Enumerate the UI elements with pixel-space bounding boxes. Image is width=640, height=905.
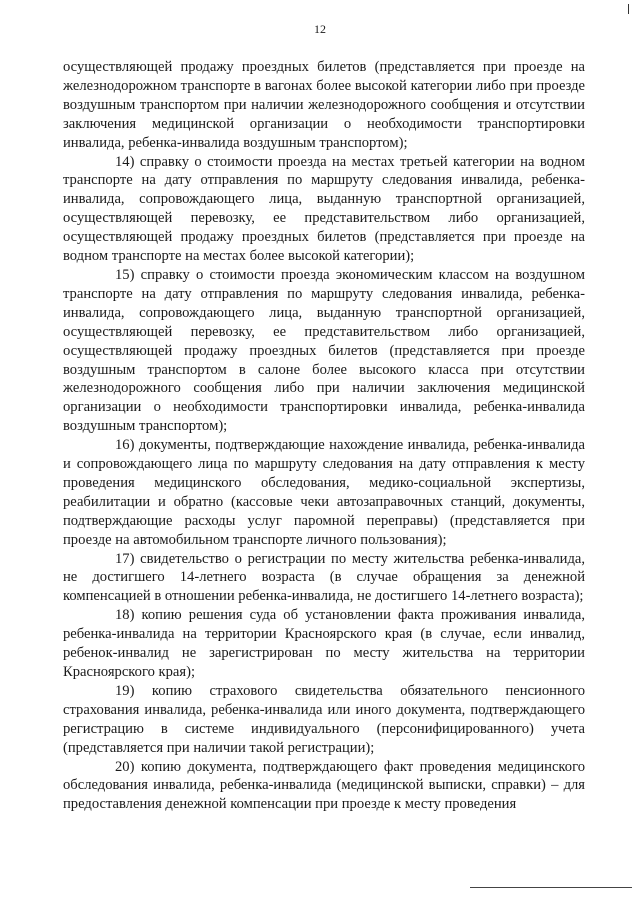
page-number: 12: [314, 22, 326, 36]
paragraph-item-19: 19) копию страхового свидетельства обязательного пенсионного страхования инвалида, ребенка-инвалида или иного документа, подтверждающего регистрацию в системе индивидуального (персонифицированного) учета (представляется при наличии такой регистрации);: [63, 682, 585, 756]
paragraph-item-17: 17) свидетельство о регистрации по месту жительства ребенка-инвалида, не достигшего 14-летнего возраста (в случае обращения за денежной компенсацией в отношении ребенка-инвалида, не достигшего 14-летнего возраста);: [63, 550, 585, 605]
paragraph-item-20: 20) копию документа, подтверждающего факт проведения медицинского обследования инвалида, ребенка-инвалида (медицинской выписки, справки) – для предоставления денежной компенсации при проезде к месту проведения: [63, 758, 585, 813]
paragraph-item-14: 14) справку о стоимости проезда на местах третьей категории на водном транспорте на дату отправления по маршруту следования инвалида, ребенка-инвалида, сопровождающего лица, выданную транспортной организацией, осуществляющей перевозку, ее представительством либо организацией, осуществляющей продажу проездных билетов (представляется при проезде на водном транспорте на местах более высокой категории);: [63, 153, 585, 265]
paragraph-item-16: 16) документы, подтверждающие нахождение инвалида, ребенка-инвалида и сопровождающего лица по маршруту следования на дату отправления к месту проведения медицинского обследования, медико-социальной экспертизы, реабилитации и обратно (кассовые чеки автозаправочных станций, документы, подтверждающие расходы услуг паромной переправы) (представляется при проезде на автомобильном транспорте личного пользования);: [63, 437, 585, 548]
footer-rule: [470, 887, 632, 888]
document-body: [63, 58, 585, 814]
paragraph-item-18: 18) копию решения суда об установлении факта проживания инвалида, ребенка-инвалида на территории Красноярского края (в случае, если инвалид, ребенок-инвалид не зарегистрирован по месту жительства на территории Красноярского края);: [63, 607, 585, 680]
paragraph-continuation: осуществляющей продажу проездных билетов (представляется при проезде на железнодорожном транспорте в вагонах более высокой категории либо при проезде воздушным транспортом при наличии железнодорожного сообщения и отсутствии заключения медицинской организации о необходимости транспортировки инвалида, ребенка-инвалида воздушным транспортом);: [63, 59, 585, 151]
paragraph-item-15: 15) справку о стоимости проезда экономическим классом на воздушном транспорте на дату отправления по маршруту следования инвалида, ребенка-инвалида, сопровождающего лица, выданную транспортной организацией, осуществляющей перевозку, ее представительством либо организацией, осуществляющей продажу проездных билетов (представляется при проезде воздушным транспортом в салоне более высокого класса при отсутствии железнодорожного сообщения либо при наличии заключения медицинской организации о необходимости транспортировки инвалида, ребенка-инвалида воздушным транспортом);: [63, 266, 585, 435]
page-edge-mark: [628, 4, 629, 14]
